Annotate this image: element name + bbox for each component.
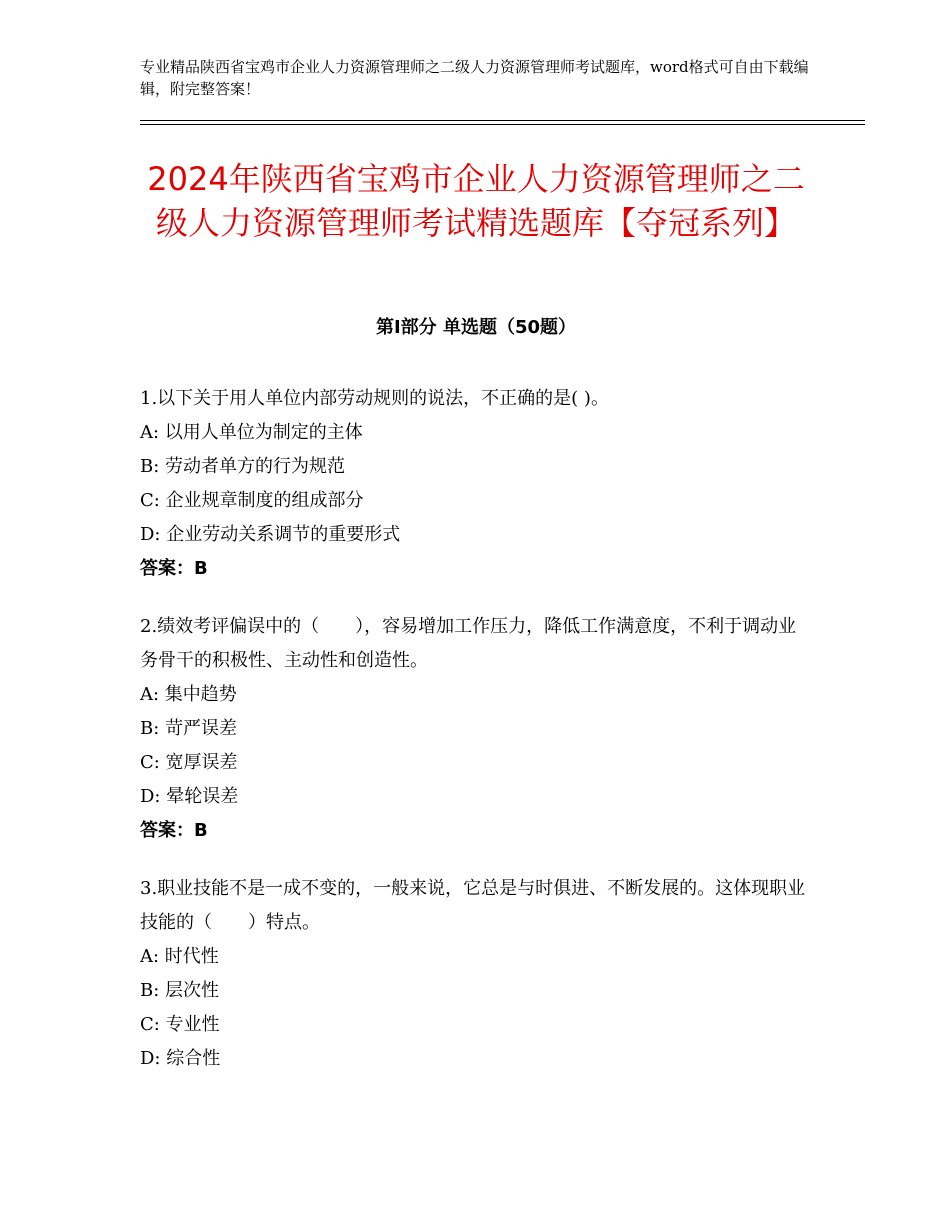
question-1 bbox=[140, 382, 812, 586]
answer: 答案：B bbox=[140, 558, 208, 579]
document-title: 2024年陕西省宝鸡市企业人力资源管理师之二级人力资源管理师考试精选题库【夺冠系列】 bbox=[147, 160, 805, 242]
question-text: 1.以下关于用人单位内部劳动规则的说法，不正确的是( )。 bbox=[140, 388, 609, 409]
option-c: C: 宽厚误差 bbox=[140, 752, 238, 773]
option-a: A: 以用人单位为制定的主体 bbox=[140, 422, 363, 443]
question-text: 3.职业技能不是一成不变的，一般来说，它总是与时俱进、不断发展的。这体现职业技能的（ ）特点。 bbox=[140, 878, 806, 933]
section-heading: 第Ⅰ部分 单选题（50题） bbox=[375, 317, 576, 338]
answer: 答案：B bbox=[140, 820, 208, 841]
header-note: 专业精品陕西省宝鸡市企业人力资源管理师之二级人力资源管理师考试题库，word格式可自由下载编辑，附完整答案！ bbox=[140, 58, 809, 98]
header-rule-thick bbox=[140, 120, 865, 121]
option-a: A: 时代性 bbox=[140, 946, 219, 967]
question-3 bbox=[140, 872, 812, 1076]
option-b: B: 苛严误差 bbox=[140, 718, 238, 739]
option-d: D: 晕轮误差 bbox=[140, 786, 239, 807]
option-c: C: 企业规章制度的组成部分 bbox=[140, 490, 364, 511]
option-d: D: 综合性 bbox=[140, 1048, 221, 1069]
question-list bbox=[140, 382, 812, 1100]
question-text: 2.绩效考评偏误中的（ ），容易增加工作压力，降低工作满意度，不利于调动业务骨干的积极性、主动性和创造性。 bbox=[140, 616, 797, 671]
option-a: A: 集中趋势 bbox=[140, 684, 237, 705]
header-rule-thin bbox=[140, 124, 865, 125]
question-2 bbox=[140, 610, 812, 848]
option-b: B: 层次性 bbox=[140, 980, 220, 1001]
option-b: B: 劳动者单方的行为规范 bbox=[140, 456, 346, 477]
option-c: C: 专业性 bbox=[140, 1014, 220, 1035]
option-d: D: 企业劳动关系调节的重要形式 bbox=[140, 524, 401, 545]
